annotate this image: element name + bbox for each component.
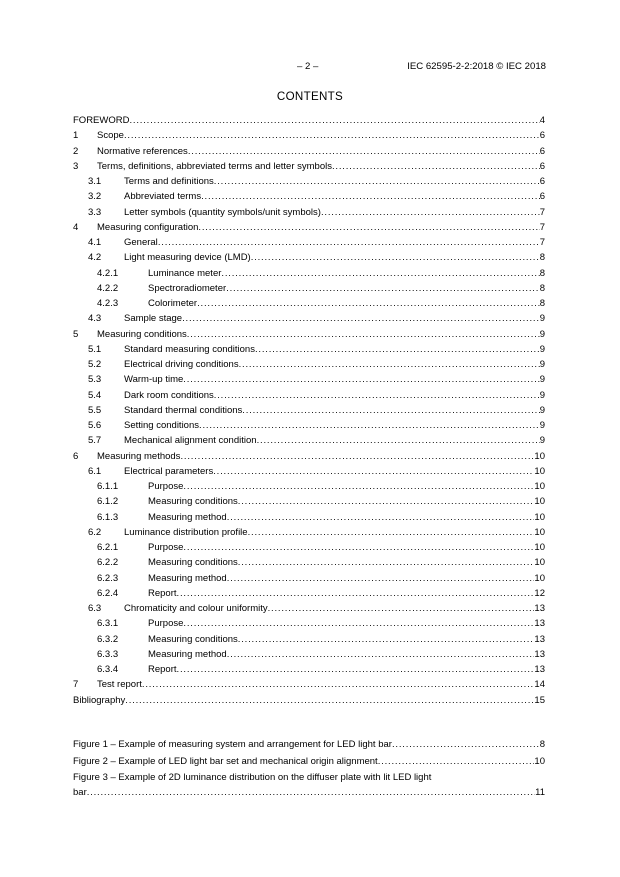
toc-entry[interactable] xyxy=(73,632,545,647)
toc-entry-line xyxy=(73,128,545,143)
toc-entry-line xyxy=(88,388,545,403)
dot-leader xyxy=(238,555,535,570)
toc-entry-number: 1 xyxy=(73,130,79,142)
toc-entry-number: 3.3 xyxy=(88,206,102,218)
toc-entry-title: Purpose xyxy=(148,542,184,553)
toc-entry-page: 10 xyxy=(534,450,545,462)
toc-entry-title: Measuring conditions xyxy=(148,633,238,645)
toc-entry-page: 13 xyxy=(534,648,545,660)
toc-entry-number: 4.2.2 xyxy=(97,282,119,294)
toc-entry[interactable] xyxy=(73,311,545,326)
toc-entry-number: 4.1 xyxy=(88,237,102,248)
toc-entry-number: 7 xyxy=(73,679,79,691)
toc-entry[interactable] xyxy=(73,128,545,143)
toc-entry[interactable] xyxy=(73,372,545,387)
toc-entry-page: 10 xyxy=(534,557,545,569)
toc-entry-page: 13 xyxy=(534,633,545,645)
toc-entry-page: 10 xyxy=(534,542,545,553)
toc-entry[interactable] xyxy=(73,250,545,265)
toc-entry-line xyxy=(73,113,545,128)
dot-leader xyxy=(187,327,540,342)
dot-leader xyxy=(124,128,540,143)
toc-entry-number: 5.3 xyxy=(88,374,102,386)
toc-entry-number: 6.1.2 xyxy=(97,496,119,508)
dot-leader xyxy=(251,250,540,265)
toc-entry-title: Setting conditions xyxy=(124,420,199,431)
toc-entry[interactable] xyxy=(73,388,545,403)
toc-entry[interactable] xyxy=(73,296,545,311)
toc-entry-line xyxy=(88,464,545,479)
toc-entry-number: 4.2 xyxy=(88,252,102,264)
toc-entry-line xyxy=(88,235,545,250)
figure-entry-title: Figure 2 – Example of LED light bar set and mechanical origin alignment xyxy=(73,755,378,767)
toc-entry-title: Chromaticity and colour uniformity xyxy=(124,603,268,614)
dot-leader xyxy=(242,403,539,418)
toc-entry[interactable] xyxy=(73,418,545,433)
toc-entry-page: 9 xyxy=(539,420,545,431)
toc-entry-line xyxy=(88,433,545,448)
toc-entry[interactable] xyxy=(73,342,545,357)
toc-entry-line xyxy=(97,662,545,677)
toc-entry-title: General xyxy=(124,237,158,248)
toc-entry[interactable] xyxy=(73,357,545,372)
toc-entry[interactable] xyxy=(73,510,545,525)
toc-entry-number: 6.3.4 xyxy=(97,664,119,675)
toc-entry[interactable] xyxy=(73,662,545,677)
toc-entry-title: Measuring conditions xyxy=(148,557,238,569)
toc-entry[interactable] xyxy=(73,220,545,235)
toc-entry-number: 6.1 xyxy=(88,465,102,477)
toc-entry-number: 6.2.4 xyxy=(97,587,119,599)
toc-entry-title: Standard thermal conditions xyxy=(124,404,243,416)
toc-entry-title: Colorimeter xyxy=(148,298,198,309)
toc-entry[interactable] xyxy=(73,464,545,479)
figure-entry-line xyxy=(73,738,545,752)
toc-entry-title: Light measuring device (LMD) xyxy=(124,252,251,264)
figure-entry-line xyxy=(73,755,545,769)
toc-entry-line xyxy=(88,174,545,189)
toc-entry[interactable] xyxy=(73,281,545,296)
toc-entry-line xyxy=(97,510,545,525)
toc-entry-number: 3 xyxy=(73,160,79,172)
toc-entry[interactable] xyxy=(73,525,545,540)
toc-entry-number: 6.3 xyxy=(88,603,102,614)
toc-entry-page: 8 xyxy=(539,252,545,264)
toc-entry-line xyxy=(97,632,545,647)
toc-entry-line xyxy=(88,418,545,433)
toc-entry-page: 13 xyxy=(534,664,545,675)
dot-leader xyxy=(188,144,540,159)
toc-entry-line xyxy=(97,616,545,631)
dot-leader xyxy=(226,281,540,296)
dot-leader xyxy=(183,372,539,387)
figure-entry-line xyxy=(73,786,545,800)
dot-leader xyxy=(214,388,540,403)
toc-entry-number: 6.2.3 xyxy=(97,572,119,584)
toc-entry-line xyxy=(97,586,545,601)
toc-entry[interactable] xyxy=(73,540,545,555)
dot-leader xyxy=(227,510,535,525)
figure-entry-page: 8 xyxy=(539,739,545,750)
toc-entry-title: Measuring conditions xyxy=(148,496,238,508)
toc-entry-title: Measuring method xyxy=(148,648,227,660)
toc-entry-number: 6 xyxy=(73,450,79,462)
toc-entry-page: 6 xyxy=(539,160,545,172)
toc-entry-page: 8 xyxy=(539,298,545,309)
toc-entry-page: 6 xyxy=(539,176,545,187)
toc-entry-line xyxy=(73,677,545,692)
toc-entry-title: Normative references xyxy=(97,145,188,157)
toc-entry-number: 3.1 xyxy=(88,176,102,187)
toc-entry-number: 5.4 xyxy=(88,389,102,401)
toc-entry-number: 5.5 xyxy=(88,404,102,416)
dot-leader xyxy=(238,632,535,647)
toc-entry-page: 7 xyxy=(539,206,545,218)
dot-leader xyxy=(201,189,540,204)
toc-entry-title: Spectroradiometer xyxy=(148,282,227,294)
toc-entry-page: 12 xyxy=(534,587,545,599)
toc-entry-number: 3.2 xyxy=(88,191,102,203)
toc-entry-page: 8 xyxy=(539,267,545,279)
toc-entry[interactable] xyxy=(73,266,545,281)
toc-entry[interactable] xyxy=(73,327,545,342)
toc-entry-page: 9 xyxy=(539,328,545,340)
toc-entry-line xyxy=(97,540,545,555)
toc-entry-number: 4.2.3 xyxy=(97,298,119,309)
dot-leader xyxy=(255,342,540,357)
dot-leader xyxy=(227,571,535,586)
toc-entry-line xyxy=(97,479,545,494)
toc-entry[interactable] xyxy=(73,677,545,692)
toc-entry-number: 6.2.1 xyxy=(97,542,119,553)
dot-leader xyxy=(268,601,535,616)
dot-leader xyxy=(158,235,540,250)
toc-entry[interactable] xyxy=(73,235,545,250)
toc-entry-page: 9 xyxy=(539,374,545,386)
dot-leader xyxy=(180,449,534,464)
toc-entry-line xyxy=(97,266,545,281)
toc-entry-page: 8 xyxy=(539,282,545,294)
toc-entry-page: 13 xyxy=(534,603,545,614)
toc-entry-number: 5.1 xyxy=(88,343,102,355)
toc-entry-line xyxy=(88,372,545,387)
toc-entry-title: Report xyxy=(148,587,177,599)
toc-entry-number: 6.1.3 xyxy=(97,511,119,523)
toc-entry-line xyxy=(88,342,545,357)
toc-entry-page: 10 xyxy=(534,481,545,492)
page-number: – 2 – xyxy=(297,61,319,72)
toc-entry-page: 10 xyxy=(534,496,545,508)
dot-leader xyxy=(183,540,534,555)
toc-entry-page: 6 xyxy=(539,130,545,142)
toc-entry-number: 2 xyxy=(73,145,79,157)
toc-entry[interactable] xyxy=(73,601,545,616)
toc-entry-title: Letter symbols (quantity symbols/unit symbols) xyxy=(124,206,321,218)
toc-entry-page: 9 xyxy=(539,404,545,416)
toc-entry-line xyxy=(97,571,545,586)
dot-leader xyxy=(129,113,539,128)
toc-entry-title: Electrical driving conditions xyxy=(124,359,239,370)
dot-leader xyxy=(248,525,535,540)
toc-entry-line xyxy=(73,159,545,174)
dot-leader xyxy=(87,786,535,800)
dot-leader xyxy=(142,677,535,692)
toc-entry-number: 6.1.1 xyxy=(97,481,119,492)
toc-entry-page: 9 xyxy=(539,435,545,447)
toc-entry-page: 9 xyxy=(539,313,545,325)
toc-entry[interactable] xyxy=(73,479,545,494)
figure-entry[interactable] xyxy=(73,771,545,800)
toc-entry-title: Terms and definitions xyxy=(124,176,214,187)
dot-leader xyxy=(221,266,539,281)
toc-entry-page: 10 xyxy=(534,572,545,584)
toc-entry-page: 9 xyxy=(539,359,545,370)
toc-entry-number: 6.3.2 xyxy=(97,633,119,645)
toc-entry-line xyxy=(97,555,545,570)
toc-entry-title: Luminance meter xyxy=(148,267,222,279)
dot-leader xyxy=(213,464,534,479)
toc-entry-number: 5.7 xyxy=(88,435,102,447)
toc-entry-number: 6.2.2 xyxy=(97,557,119,569)
toc-entry-line xyxy=(88,601,545,616)
toc-entry-title: Standard measuring conditions xyxy=(124,343,255,355)
toc-entry-page: 9 xyxy=(539,343,545,355)
toc-entry-line xyxy=(88,250,545,265)
toc-entry-title: FOREWORD xyxy=(73,115,130,126)
toc-entry-page: 4 xyxy=(539,115,545,126)
figure-entry-page: 10 xyxy=(534,755,545,767)
toc-entry-line xyxy=(73,220,545,235)
toc-entry[interactable] xyxy=(73,433,545,448)
toc-entry[interactable] xyxy=(73,571,545,586)
toc-entry-title: Luminance distribution profile xyxy=(124,526,248,538)
toc-entry-number: 5.6 xyxy=(88,420,102,431)
toc-entry-title: Measuring conditions xyxy=(97,328,187,340)
toc-entry-line xyxy=(88,205,545,220)
toc-entry-page: 9 xyxy=(539,389,545,401)
toc-entry-page: 15 xyxy=(534,694,545,706)
toc-entry-line xyxy=(88,357,545,372)
dot-leader xyxy=(214,174,540,189)
dot-leader xyxy=(332,159,540,174)
toc-entry-title: Mechanical alignment condition xyxy=(124,435,257,447)
toc-entry-title: Scope xyxy=(97,130,124,142)
toc-entry[interactable] xyxy=(73,555,545,570)
dot-leader xyxy=(321,205,540,220)
toc-entry[interactable] xyxy=(73,403,545,418)
toc-entry-title: Sample stage xyxy=(124,313,183,325)
toc-entry-line xyxy=(73,327,545,342)
toc-entry-line xyxy=(97,281,545,296)
toc-entry-title: Measuring method xyxy=(148,511,227,523)
toc-entry-number: 6.3.1 xyxy=(97,618,119,630)
toc-entry-title: Abbreviated terms xyxy=(124,191,202,203)
standard-reference: IEC 62595-2-2:2018 © IEC 2018 xyxy=(407,61,546,72)
toc-entry-title: Measuring configuration xyxy=(97,221,199,233)
toc-entry[interactable] xyxy=(73,647,545,662)
dot-leader xyxy=(238,494,535,509)
toc-entry-title: Purpose xyxy=(148,481,184,492)
dot-leader xyxy=(183,479,534,494)
toc-entry-page: 6 xyxy=(539,191,545,203)
toc-entry-line xyxy=(73,693,545,708)
dot-leader xyxy=(183,616,534,631)
table-of-contents xyxy=(73,113,545,708)
toc-entry-title: Warm-up time xyxy=(124,374,184,386)
toc-entry[interactable] xyxy=(73,586,545,601)
dot-leader xyxy=(177,662,535,677)
figure-entry-page: 11 xyxy=(535,786,545,798)
toc-entry-number: 4.2.1 xyxy=(97,267,119,279)
dot-leader xyxy=(198,220,539,235)
toc-entry[interactable] xyxy=(73,449,545,464)
toc-entry-title: Report xyxy=(148,664,177,675)
toc-entry-title: Terms, definitions, abbreviated terms and letter symbols xyxy=(97,160,332,172)
toc-entry-title: Test report xyxy=(97,679,142,691)
toc-entry-page: 10 xyxy=(534,526,545,538)
toc-entry-title: Bibliography xyxy=(73,694,126,706)
dot-leader xyxy=(257,433,540,448)
figure-entry-title: bar xyxy=(73,786,87,798)
toc-entry-line xyxy=(97,494,545,509)
toc-entry-title: Measuring method xyxy=(148,572,227,584)
toc-entry-line xyxy=(73,144,545,159)
dot-leader xyxy=(197,296,540,311)
list-of-figures xyxy=(73,738,545,802)
toc-entry-title: Measuring methods xyxy=(97,450,181,462)
toc-entry[interactable] xyxy=(73,205,545,220)
toc-entry[interactable] xyxy=(73,113,545,128)
toc-entry[interactable] xyxy=(73,693,545,708)
toc-entry[interactable] xyxy=(73,616,545,631)
toc-entry-number: 5.2 xyxy=(88,359,102,370)
figure-entry-title: Figure 1 – Example of measuring system and arrangement for LED light bar xyxy=(73,739,392,750)
figure-entry-title-line1: Figure 3 – Example of 2D luminance distribution on the diffuser plate with lit LED light xyxy=(73,772,432,784)
toc-entry-page: 7 xyxy=(539,237,545,248)
toc-entry-line xyxy=(97,647,545,662)
figure-entry[interactable] xyxy=(73,738,545,753)
dot-leader xyxy=(199,418,540,433)
toc-entry-title: Purpose xyxy=(148,618,184,630)
toc-entry-page: 14 xyxy=(534,679,545,691)
figure-entry[interactable] xyxy=(73,755,545,770)
toc-entry-line xyxy=(88,189,545,204)
toc-entry-line xyxy=(88,525,545,540)
toc-entry-line xyxy=(97,296,545,311)
toc-entry-page: 10 xyxy=(534,511,545,523)
dot-leader xyxy=(227,647,535,662)
toc-entry[interactable] xyxy=(73,144,545,159)
toc-entry-page: 6 xyxy=(539,145,545,157)
toc-entry-line xyxy=(88,311,545,326)
dot-leader xyxy=(177,586,535,601)
toc-entry-page: 7 xyxy=(539,221,545,233)
toc-entry-number: 6.2 xyxy=(88,526,102,538)
toc-entry-number: 6.3.3 xyxy=(97,648,119,660)
toc-entry-line xyxy=(73,449,545,464)
toc-entry-line xyxy=(88,403,545,418)
toc-entry-title: Electrical parameters xyxy=(124,465,214,477)
toc-entry[interactable] xyxy=(73,189,545,204)
toc-entry[interactable] xyxy=(73,174,545,189)
toc-entry[interactable] xyxy=(73,494,545,509)
toc-entry-number: 5 xyxy=(73,328,79,340)
toc-entry-page: 10 xyxy=(534,465,545,477)
toc-entry-page: 13 xyxy=(534,618,545,630)
toc-entry-title: Dark room conditions xyxy=(124,389,214,401)
dot-leader xyxy=(392,738,540,752)
page-title: CONTENTS xyxy=(276,90,344,103)
dot-leader xyxy=(182,311,540,326)
dot-leader xyxy=(125,693,534,708)
toc-entry-number: 4 xyxy=(73,221,79,233)
toc-entry[interactable] xyxy=(73,159,545,174)
dot-leader xyxy=(378,755,535,769)
dot-leader xyxy=(239,357,540,372)
toc-entry-number: 4.3 xyxy=(88,313,102,325)
